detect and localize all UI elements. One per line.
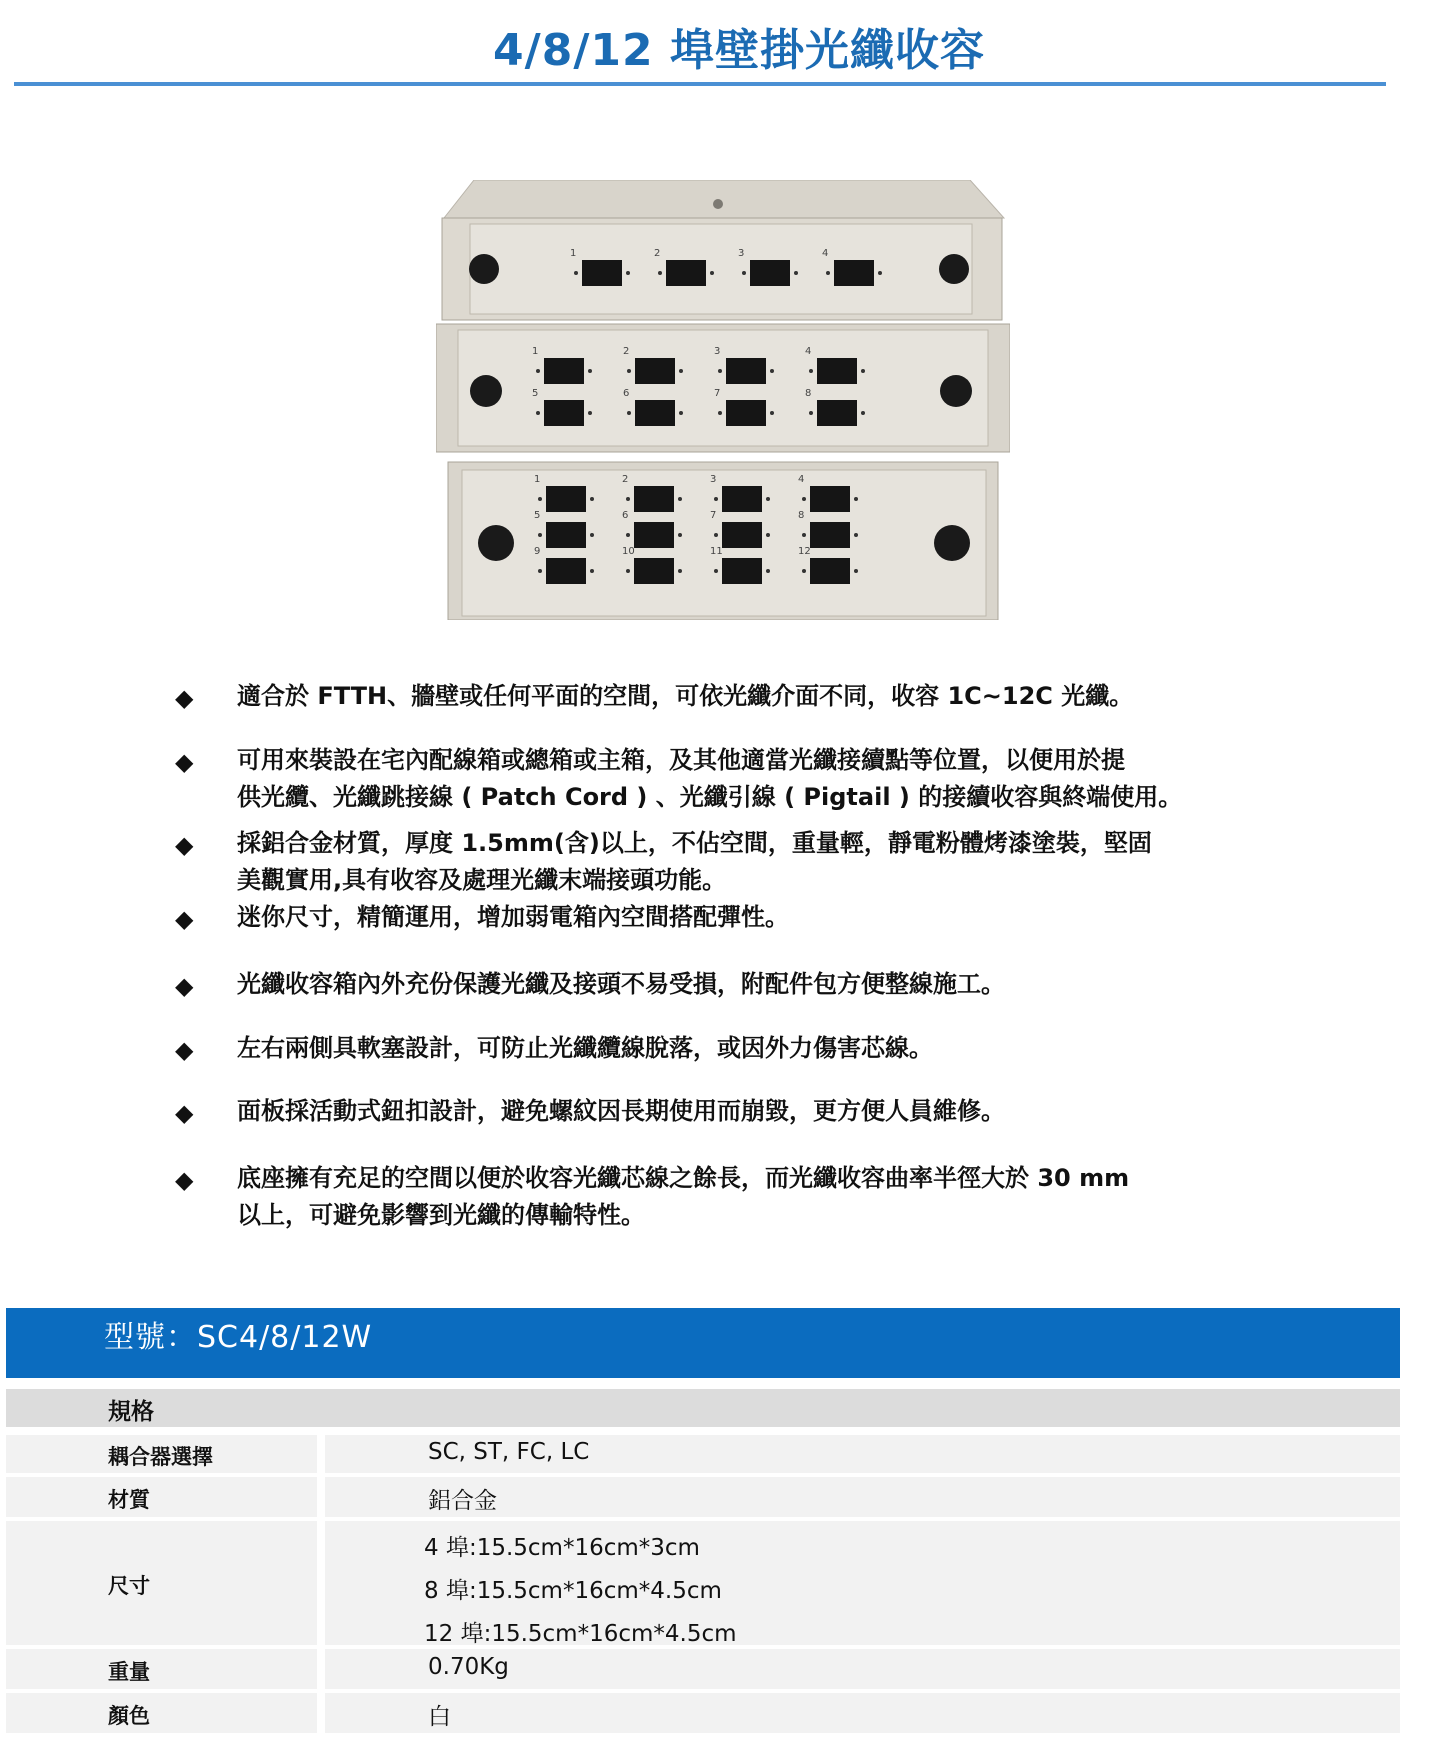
diamond-bullet-icon: ◆ bbox=[175, 831, 194, 859]
spec-row bbox=[6, 1477, 1400, 1517]
title-divider bbox=[14, 82, 1386, 86]
spec-value: 鋁合金 bbox=[428, 1488, 497, 1514]
spec-value: 4 埠:15.5cm*16cm*3cm bbox=[424, 1535, 700, 1561]
spec-value: 8 埠:15.5cm*16cm*4.5cm bbox=[424, 1578, 722, 1604]
spec-row bbox=[6, 1435, 1400, 1473]
model-label: 型號：SC4/8/12W bbox=[104, 1320, 373, 1355]
svg-text:6: 6 bbox=[622, 510, 629, 521]
svg-text:3: 3 bbox=[710, 474, 717, 485]
spec-row bbox=[6, 1521, 1400, 1645]
diamond-bullet-icon: ◆ bbox=[175, 1166, 194, 1194]
svg-text:6: 6 bbox=[623, 388, 630, 399]
svg-text:2: 2 bbox=[654, 248, 661, 259]
spec-row bbox=[6, 1649, 1400, 1689]
spec-value: 白 bbox=[428, 1704, 451, 1730]
svg-text:4: 4 bbox=[822, 248, 829, 259]
diamond-bullet-icon: ◆ bbox=[175, 1036, 194, 1064]
spec-key: 材質 bbox=[108, 1488, 150, 1512]
svg-text:12: 12 bbox=[798, 546, 811, 557]
page-title: 4/8/12 埠壁掛光纖收容 bbox=[493, 25, 985, 76]
svg-text:5: 5 bbox=[534, 510, 541, 521]
svg-text:11: 11 bbox=[710, 546, 723, 557]
diamond-bullet-icon: ◆ bbox=[175, 684, 194, 712]
spec-key: 尺寸 bbox=[108, 1574, 150, 1598]
svg-text:7: 7 bbox=[714, 388, 721, 399]
spec-key: 重量 bbox=[108, 1660, 150, 1684]
svg-text:4: 4 bbox=[798, 474, 805, 485]
feature-text: 採鋁合金材質，厚度 1.5mm(含)以上，不佔空間，重量輕，靜電粉體烤漆塗裝，堅固 bbox=[237, 829, 1152, 857]
svg-text:1: 1 bbox=[534, 474, 541, 485]
feature-text: 左右兩側具軟塞設計，可防止光纖纜線脫落，或因外力傷害芯線。 bbox=[237, 1034, 933, 1062]
svg-text:1: 1 bbox=[570, 248, 577, 259]
svg-text:3: 3 bbox=[738, 248, 745, 259]
diamond-bullet-icon: ◆ bbox=[175, 1099, 194, 1127]
spec-value: SC, ST, FC, LC bbox=[428, 1439, 590, 1465]
feature-text: 適合於 FTTH、牆壁或任何平面的空間，可依光纖介面不同，收容 1C~12C 光纖。 bbox=[237, 682, 1134, 710]
spec-value: 0.70Kg bbox=[428, 1654, 509, 1680]
svg-text:8: 8 bbox=[805, 388, 812, 399]
svg-text:2: 2 bbox=[622, 474, 629, 485]
feature-text: 美觀實用,具有收容及處理光纖末端接頭功能。 bbox=[237, 866, 727, 894]
feature-text: 以上，可避免影響到光纖的傳輸特性。 bbox=[237, 1201, 645, 1229]
diamond-bullet-icon: ◆ bbox=[175, 748, 194, 776]
product-image bbox=[436, 180, 1010, 620]
svg-text:10: 10 bbox=[622, 546, 635, 557]
spec-value: 12 埠:15.5cm*16cm*4.5cm bbox=[424, 1621, 737, 1647]
feature-text: 底座擁有充足的空間以便於收容光纖芯線之餘長，而光纖收容曲率半徑大於 30 mm bbox=[237, 1164, 1130, 1192]
feature-text: 光纖收容箱內外充份保護光纖及接頭不易受損，附配件包方便整線施工。 bbox=[237, 970, 1005, 998]
feature-text: 供光纜、光纖跳接線 ( Patch Cord ) 、光纖引線 ( Pigtail ) 的接續收容與終端使用。 bbox=[237, 783, 1183, 811]
spec-key: 顏色 bbox=[108, 1704, 150, 1728]
diamond-bullet-icon: ◆ bbox=[175, 972, 194, 1000]
svg-text:9: 9 bbox=[534, 546, 541, 557]
feature-text: 可用來裝設在宅內配線箱或總箱或主箱，及其他適當光纖接續點等位置，以便用於提 bbox=[237, 746, 1125, 774]
svg-text:7: 7 bbox=[710, 510, 717, 521]
spec-row bbox=[6, 1693, 1400, 1733]
spec-key: 耦合器選擇 bbox=[108, 1445, 213, 1469]
feature-text: 迷你尺寸，精簡運用，增加弱電箱內空間搭配彈性。 bbox=[237, 903, 789, 931]
svg-text:1: 1 bbox=[532, 346, 539, 357]
spec-heading-bar bbox=[6, 1389, 1400, 1427]
svg-text:4: 4 bbox=[805, 346, 812, 357]
svg-text:3: 3 bbox=[714, 346, 721, 357]
feature-text: 面板採活動式鈕扣設計，避免螺紋因長期使用而崩毀，更方便人員維修。 bbox=[237, 1097, 1005, 1125]
svg-text:8: 8 bbox=[798, 510, 805, 521]
svg-text:5: 5 bbox=[532, 388, 539, 399]
svg-text:2: 2 bbox=[623, 346, 630, 357]
spec-heading: 規格 bbox=[108, 1399, 154, 1425]
diamond-bullet-icon: ◆ bbox=[175, 905, 194, 933]
